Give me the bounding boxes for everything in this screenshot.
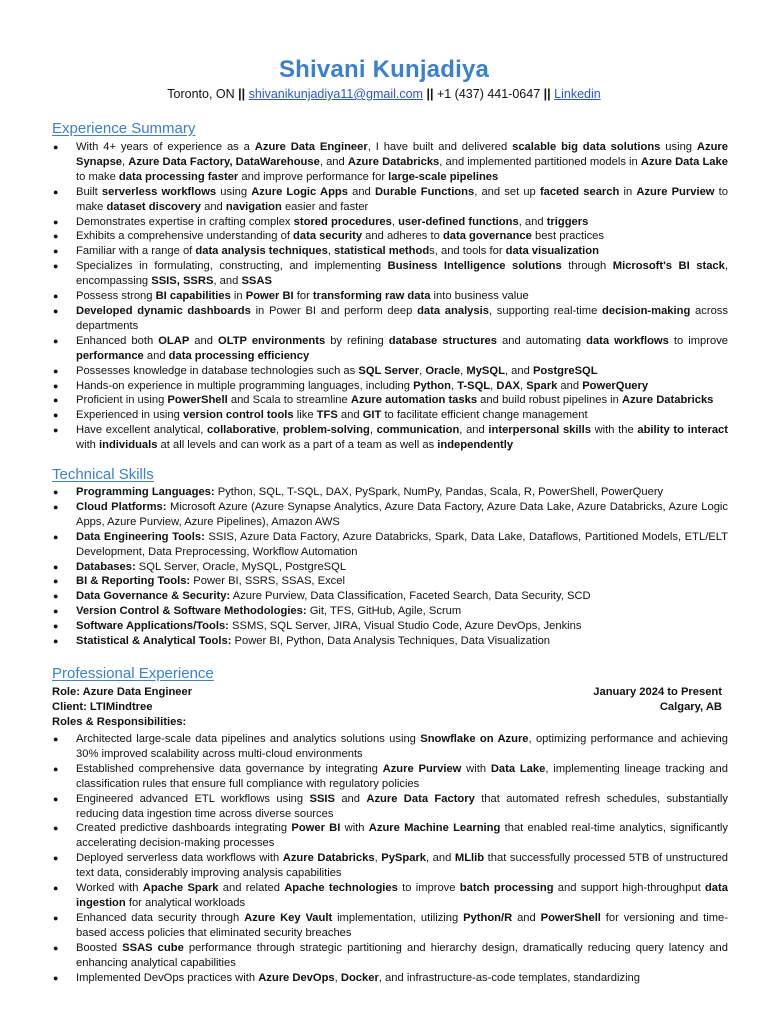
text: at all levels and can work as a part of a team as well as [157,439,438,452]
bold-text: Azure Data Factory, DataWarehouse [128,155,320,168]
text: Established comprehensive data governance by integrating [76,762,383,775]
text: and [337,409,363,422]
bold-text: Azure Purview [382,762,462,775]
location: Toronto, ON [167,87,235,101]
text: , [327,245,335,258]
bold-text: Durable Functions [374,185,475,198]
skill-category: Databases: [76,560,136,573]
bold-text: large-scale pipelines [388,170,499,183]
text: , [520,379,527,392]
skill-item [52,604,728,619]
bold-text: triggers [546,215,589,228]
bold-text: Python [413,379,451,392]
skill-category: Version Control & Software Methodologies: [76,605,307,618]
text: and related [218,882,285,895]
bold-text: Apache technologies [284,882,398,895]
bold-text: data processing faster [118,170,239,183]
bold-text: SSIS [309,792,335,805]
text: and [143,349,169,362]
text: and [557,379,583,392]
text: to facilitate efficient change management [381,409,588,422]
text: to improve [668,334,729,347]
bold-text: version control tools [182,409,294,422]
client-row [52,700,722,715]
skill-item [52,560,728,575]
bold-text: Power BI [245,290,294,303]
bold-text: data ingestion [76,882,728,909]
text: Experienced in using [76,409,183,422]
responsibility-item [52,732,728,762]
bold-text: PowerShell [167,394,228,407]
skill-category: Cloud Platforms: [76,500,167,513]
text: With 4+ years of experience as a [76,141,255,153]
skill-values: Git, TFS, GitHub, Agile, Scrum [306,605,462,618]
bold-text: data analysis techniques [195,245,328,258]
bold-text: Developed dynamic dashboards [76,304,251,317]
skill-category: BI & Reporting Tools: [76,575,191,588]
bold-text: TFS [316,409,338,422]
bold-text: statistical method [334,245,430,258]
responsibility-item [52,971,728,986]
skill-values: Python, SQL, T-SQL, DAX, PySpark, NumPy, Pandas, Scala, R, PowerShell, PowerQuery [214,486,664,498]
text: Hands-on experience in multiple programming languages, including [76,379,414,392]
bold-text: MLlib [454,852,485,865]
text: , and [504,364,533,377]
bold-text: data processing efficiency [168,349,310,362]
text: and Scala to streamline [227,394,351,407]
bold-text: Azure Machine Learning [368,822,501,835]
role-title: Role: Azure Data Engineer [52,686,193,698]
text: s, and tools for [429,245,506,258]
bold-text: Snowflake on Azure [420,733,529,745]
responsibilities-label: Roles & Responsibilities: [52,716,187,728]
text: , and [459,424,489,437]
bold-text: GIT [362,409,382,422]
separator: || [543,87,551,101]
text: to make [76,185,728,213]
summary-item [52,244,728,259]
text: Possess strong [76,290,156,303]
skill-item [52,530,728,560]
responsibility-item [52,881,728,911]
text: with the [590,424,638,437]
bold-text: Business Intelligence solutions [387,260,562,273]
text: , and [213,275,242,288]
bold-text: data visualization [505,245,599,258]
bold-text: scalable big data solutions [512,141,661,153]
text: , [369,424,377,437]
bold-text: Microsoft's BI stack [612,260,725,273]
summary-item [52,304,728,334]
summary-item [52,364,728,379]
text: to make [76,170,119,183]
summary-item [52,289,728,304]
summary-item [52,259,728,289]
text: , [419,364,426,377]
text: and improve performance for [238,170,389,183]
responsibilities-list [52,732,728,985]
skill-values: Microsoft Azure (Azure Synapse Analytics, Azure Data Factory, Azure Data Lake, Azure Databricks, Azure Logic Apps, Azure Purview, Azure Pipelines), Amazon AWS [76,500,728,528]
bold-text: Spark [526,379,558,392]
bold-text: PostgreSQL [532,364,598,377]
text: and [334,792,367,805]
bold-text: Azure Databricks [347,155,440,168]
bold-text: data governance [442,230,532,243]
text: Built [76,185,102,198]
bold-text: PowerQuery [582,379,649,392]
text: , and implemented partitioned models in [439,155,641,168]
bold-text: Python/R [463,911,513,924]
bold-text: individuals [99,439,158,452]
text: Have excellent analytical, [76,424,208,437]
text: and [201,200,226,213]
skill-category: Data Engineering Tools: [76,530,205,543]
skill-category: Software Applications/Tools: [76,620,229,633]
text: for versioning and time-based access policies that eliminated security breaches [76,911,728,939]
professional-experience-heading: Professional Experience [52,665,214,682]
text: , [450,379,458,392]
text: and [512,911,541,924]
email-link[interactable]: shivanikunjadiya11@gmail.com [248,87,423,101]
bold-text: Power BI [291,822,341,835]
summary-item [52,423,728,453]
bold-text: OLAP [158,334,190,347]
bold-text: data security [293,230,363,243]
bold-text: communication [376,424,460,437]
bold-text: problem-solving [282,424,370,437]
text: best practices [531,230,604,243]
text: Familiar with a range of [76,245,196,258]
bold-text: serverless workflows [101,185,217,198]
text: Created predictive dashboards integrating [76,822,292,835]
experience-summary-heading: Experience Summary [52,120,196,137]
bold-text: decision-making [602,304,691,317]
bold-text: Azure Synapse [76,141,729,168]
summary-item [52,379,728,394]
responsibility-item [52,821,728,851]
bold-text: Azure Databricks [622,394,714,407]
bold-text: Apache Spark [142,882,219,895]
text: in [230,290,246,303]
text: that enabled real-time analytics, significantly accelerating decision-making processes [76,822,729,850]
text: through [561,260,613,273]
summary-item [52,393,728,408]
skill-category: Programming Languages: [76,486,215,498]
text: , supporting real-time [488,304,603,317]
bold-text: PowerShell [540,911,601,924]
bold-text: SSIS, SSRS [151,275,214,288]
bold-text: Docker [340,971,379,984]
bold-text: Azure automation tasks [350,394,478,407]
bold-text: Azure Key Vault [244,911,333,924]
text: Boosted [76,941,123,954]
client-name: Client: LTIMindtree [52,701,153,713]
text: Worked with [76,882,143,895]
bold-text: performance [76,349,144,362]
text: , optimizing performance and achieving 30% improved scalability across multi-cloud environments [76,733,728,760]
responsibility-item [52,762,728,792]
text: with [461,762,491,775]
text: across departments [76,304,728,332]
bold-text: SSAS [241,275,272,288]
bold-text: data workflows [586,334,669,347]
bold-text: DAX [496,379,520,392]
summary-item [52,140,728,185]
text: implementation, utilizing [332,911,464,924]
text: , and [319,155,348,168]
text: to improve [397,882,460,895]
linkedin-link[interactable]: Linkedin [554,87,601,101]
bold-text: Oracle [425,364,461,377]
contact-line [0,87,768,101]
summary-item [52,229,728,244]
bold-text: BI capabilities [155,290,231,303]
responsibility-item [52,911,728,941]
summary-item [52,185,728,215]
skill-values: SSMS, SQL Server, JIRA, Visual Studio Code, Azure DevOps, Jenkins [228,620,582,633]
bold-text: ability to interact [637,424,728,437]
skill-item [52,500,728,530]
skill-values: Power BI, Python, Data Analysis Techniques, Data Visualization [231,635,551,648]
text: , and infrastructure-as-code templates, standardizing [378,971,641,984]
text: and automating [497,334,587,347]
technical-skills-list [52,485,728,649]
text: , encompassing [76,260,728,288]
text: Enhanced both [76,334,159,347]
skill-category: Statistical & Analytical Tools: [76,635,232,648]
bold-text: SSAS cube [122,941,184,954]
bold-text: Azure Databricks [282,852,375,865]
bold-text: T-SQL [457,379,491,392]
bold-text: OLTP environments [218,334,326,347]
skill-category: Data Governance & Security: [76,590,231,603]
bold-text: Azure Logic Apps [251,185,348,198]
client-location: Calgary, AB [659,701,722,713]
text: with [340,822,369,835]
text: , [374,852,382,865]
bold-text: faceted search [539,185,620,198]
bold-text: database structures [388,334,498,347]
bold-text: dataset discovery [106,200,201,213]
text: for analytical workloads [125,896,246,909]
separator: || [238,87,246,101]
text: using [660,141,697,153]
responsibility-item [52,851,728,881]
separator: || [426,87,434,101]
text: in Power BI and perform deep [250,304,418,317]
text: in [619,185,637,198]
bold-text: independently [437,439,514,452]
bold-text: collaborative [207,424,277,437]
bold-text: user-defined functions [398,215,519,228]
text: Demonstrates expertise in crafting complex [76,215,294,228]
text: , [460,364,467,377]
text: Engineered advanced ETL workflows using [76,792,310,805]
text: like [293,409,317,422]
bold-text: stored procedures [293,215,392,228]
bold-text: data analysis [417,304,489,317]
bold-text: interpersonal skills [488,424,591,437]
text: , and [518,215,547,228]
text: , [490,379,497,392]
text: and [347,185,375,198]
skill-item [52,589,728,604]
role-row [52,685,722,700]
bold-text: Azure DevOps [258,971,335,984]
responsibility-item [52,792,728,822]
skill-values: Azure Purview, Data Classification, Faceted Search, Data Security, SCD [230,590,591,603]
text: with [76,439,100,452]
text: Implemented DevOps practices with [76,971,259,984]
bold-text: PySpark [381,852,427,865]
text: performance through strategic partitioning and hierarchy design, dramatically reducing query latency and enhancing analytical capabilities [76,941,728,969]
text: , [391,215,399,228]
bold-text: Azure Data Lake [640,155,728,168]
text: , [122,155,129,168]
text: easier and faster [281,200,369,213]
text: using [216,185,252,198]
bold-text: MySQL [466,364,505,377]
text: Exhibits a comprehensive understanding of [76,230,294,243]
text: , and [426,852,455,865]
skill-values: Power BI, SSRS, SSAS, Excel [190,575,345,588]
bold-text: navigation [225,200,282,213]
text: , implementing lineage tracking and classification rules that ensure full compliance with regulatory policies [76,762,728,790]
text: and support high-throughput [553,882,705,895]
text: , I have built and delivered [367,141,513,153]
role-dates: January 2024 to Present [593,686,722,698]
bold-text: Data Lake [490,762,546,775]
bold-text: batch processing [459,882,554,895]
text: by refining [325,334,389,347]
text: Enhanced data security through [76,911,245,924]
bold-text: transforming raw data [312,290,431,303]
text: for [293,290,313,303]
text: Deployed serverless data workflows with [76,852,283,865]
text: , and set up [474,185,540,198]
skill-item [52,634,728,649]
text: , [276,424,283,437]
text: and adheres to [362,230,443,243]
text: Architected large-scale data pipelines and analytics solutions using [76,733,421,745]
text: Specializes in formulating, constructing, and implementing [76,260,388,273]
bold-text: SQL Server [358,364,420,377]
responsibility-item [52,941,728,971]
skill-item [52,485,728,500]
bold-text: Azure Data Engineer [254,141,368,153]
summary-item [52,215,728,230]
text: that successfully processed 5TB of unstructured text data, considerably improving analysis capabilities [76,852,728,880]
summary-item [52,408,728,423]
bold-text: Azure Data Factory [366,792,475,805]
phone: +1 (437) 441-0647 [436,87,541,101]
text: , [334,971,341,984]
skill-item [52,574,728,589]
skill-values: SQL Server, Oracle, MySQL, PostgreSQL [135,560,347,573]
text: and build robust pipelines in [477,394,622,407]
skill-values: SSIS, Azure Data Factory, Azure Databricks, Spark, Data Lake, Dataflows, Partitioned Models, ETL/ELT Development, Data Preprocessing, Workflow Automation [76,530,728,558]
candidate-name: Shivani Kunjadiya [278,56,490,83]
experience-summary-list [52,140,728,453]
text: that automated refresh schedules, substantially reducing data ingestion time across diverse sources [76,792,729,820]
bold-text: Azure Purview [636,185,715,198]
text: Proficient in using [76,394,168,407]
technical-skills-heading: Technical Skills [52,466,154,483]
summary-item [52,334,728,364]
text: and [189,334,218,347]
text: Possesses knowledge in database technologies such as [76,364,359,377]
skill-item [52,619,728,634]
text: into business value [430,290,529,303]
